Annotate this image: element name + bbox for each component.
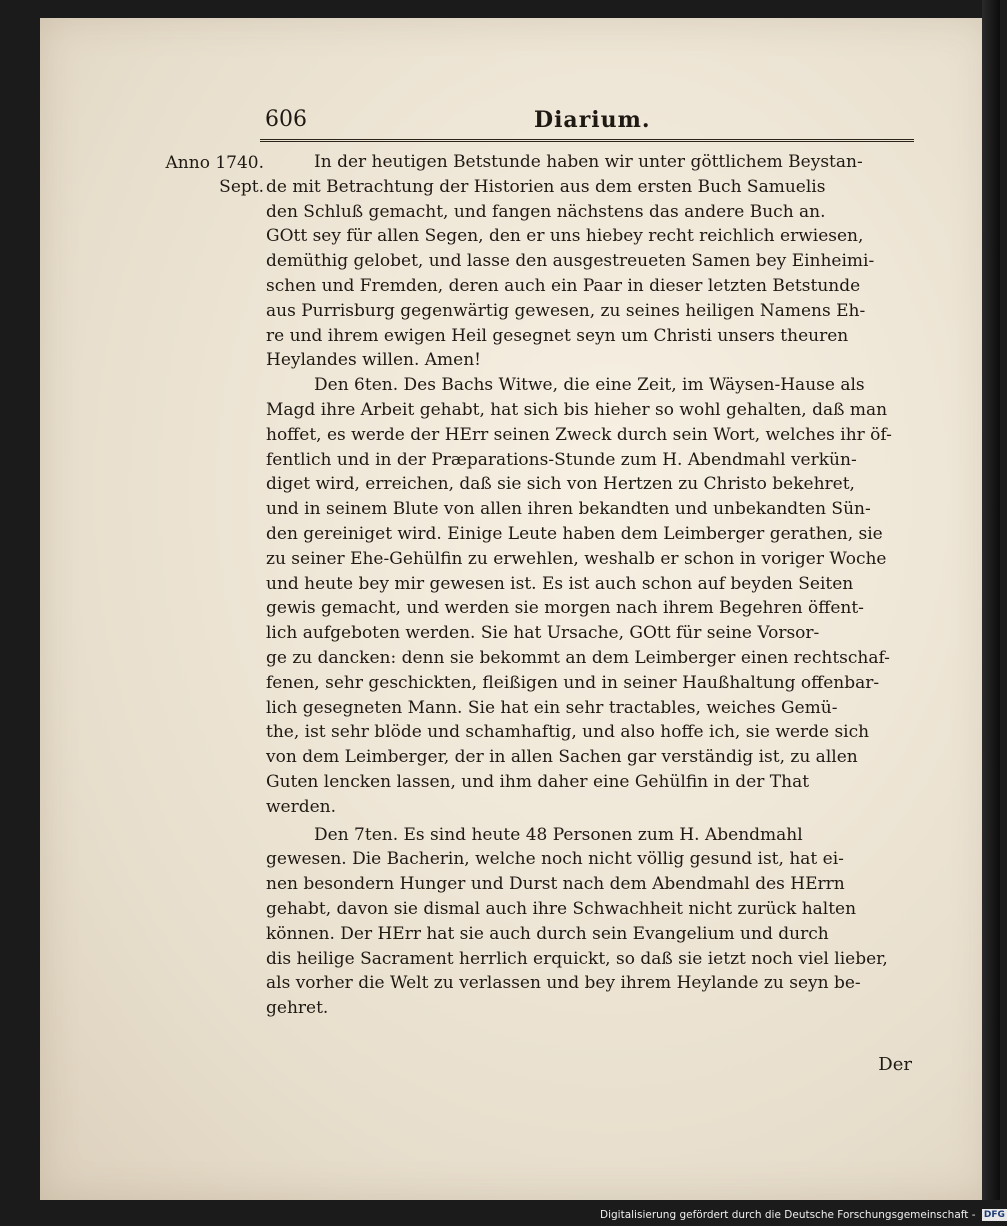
text-line: lich aufgeboten werden. Sie hat Ursache, GOtt für seine Vorsor- xyxy=(266,623,820,644)
text-line: de mit Betrachtung der Historien aus dem ersten Buch Samuelis xyxy=(266,176,826,197)
text-line: fentlich und in der Præparations-Stunde zum H. Abendmahl verkün- xyxy=(266,449,857,470)
text-line: Den 6ten. Des Bachs Witwe, die eine Zeit, im Wäysen-Hause als xyxy=(314,375,865,396)
running-head: Diarium. xyxy=(534,107,651,133)
text-line: zu seiner Ehe-Gehülfin zu erwehlen, weshalb er schon in voriger Woche xyxy=(266,548,887,569)
text-line: schen und Fremden, deren auch ein Paar in dieser letzten Betstunde xyxy=(266,275,861,296)
text-line: gehret. xyxy=(266,998,329,1019)
text-line: demüthig gelobet, und lasse den ausgestreueten Samen bey Einheimi- xyxy=(266,251,875,272)
margin-month: Sept. xyxy=(219,177,264,197)
text-line: Heylandes willen. Amen! xyxy=(266,350,481,371)
text-line: werden. xyxy=(266,796,337,817)
text-line: den Schluß gemacht, und fangen nächstens das andere Buch an. xyxy=(266,201,826,222)
margin-year: Anno 1740. xyxy=(165,153,264,173)
text-line: ge zu dancken: denn sie bekommt an dem Leimberger einen rechtschaf- xyxy=(266,647,890,668)
dfg-logo: DFG xyxy=(983,1210,1005,1220)
text-line: und heute bey mir gewesen ist. Es ist auch schon auf beyden Seiten xyxy=(266,573,854,594)
text-line: Guten lencken lassen, und ihm daher eine Gehülfin in der That xyxy=(266,771,810,792)
text-line: gehabt, davon sie dismal auch ihre Schwachheit nicht zurück halten xyxy=(266,898,857,919)
text-line: hoffet, es werde der HErr seinen Zweck durch sein Wort, welches ihr öf- xyxy=(266,424,892,445)
catchword: Der xyxy=(878,1054,912,1075)
text-line: aus Purrisburg gegenwärtig gewesen, zu seines heiligen Namens Eh- xyxy=(266,300,866,321)
text-line: dis heilige Sacrament herrlich erquickt, so daß sie ietzt noch viel lieber, xyxy=(266,948,888,969)
text-line: Magd ihre Arbeit gehabt, hat sich bis hieher so wohl gehalten, daß man xyxy=(266,399,888,420)
margin-note xyxy=(146,151,264,199)
text-line: lich gesegneten Mann. Sie hat ein sehr tractables, weiches Gemü- xyxy=(266,697,838,718)
text-line: fenen, sehr geschickten, fleißigen und in seiner Haußhaltung offenbar- xyxy=(266,672,880,693)
book-binding-edge xyxy=(982,0,1000,1200)
page-number: 606 xyxy=(265,107,307,132)
text-line: von dem Leimberger, der in allen Sachen gar verständig ist, zu allen xyxy=(266,747,858,768)
text-line: gewis gemacht, und werden sie morgen nach ihrem Begehren öffent- xyxy=(266,598,864,619)
text-line: nen besondern Hunger und Durst nach dem Abendmahl des HErrn xyxy=(266,874,845,895)
text-line: re und ihrem ewigen Heil gesegnet seyn um Christi unsers theuren xyxy=(266,325,849,346)
text-line: GOtt sey für allen Segen, den er uns hiebey recht reichlich erwiesen, xyxy=(266,226,864,247)
text-line: In der heutigen Betstunde haben wir unter göttlichem Beystan- xyxy=(314,152,863,172)
text-line: the, ist sehr blöde und schamhaftig, und also hoffe ich, sie werde sich xyxy=(266,722,870,743)
text-line: diget wird, erreichen, daß sie sich von Hertzen zu Christo bekehret, xyxy=(266,474,855,495)
text-line: und in seinem Blute von allen ihren bekandten und unbekandten Sün- xyxy=(266,499,871,520)
text-line: können. Der HErr hat sie auch durch sein Evangelium und durch xyxy=(266,923,829,944)
body-text xyxy=(266,150,916,1021)
text-line: den gereiniget wird. Einige Leute haben dem Leimberger gerathen, sie xyxy=(266,523,883,544)
text-line: gewesen. Die Bacherin, welche noch nicht völlig gesund ist, hat ei- xyxy=(266,849,844,870)
header-rule xyxy=(260,139,914,142)
text-line: als vorher die Welt zu verlassen und bey ihrem Heylande zu seyn be- xyxy=(266,973,861,994)
credit-text: Digitalisierung gefördert durch die Deutsche Forschungsgemeinschaft - xyxy=(600,1209,976,1221)
digitization-credit xyxy=(600,1207,1005,1224)
text-line: Den 7ten. Es sind heute 48 Personen zum H. Abendmahl xyxy=(314,824,803,845)
